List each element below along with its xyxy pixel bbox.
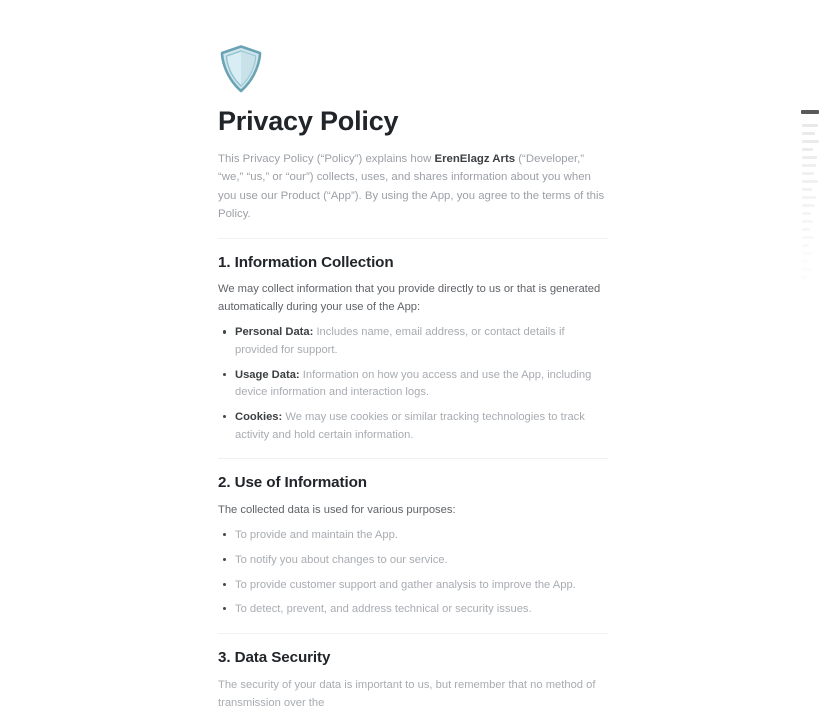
list-item: To provide and maintain the App. [218, 527, 608, 545]
section-information-collection [218, 239, 608, 445]
section-heading: 2. Use of Information [218, 474, 367, 492]
bullet-list [218, 527, 608, 619]
list-item: To notify you about changes to our service. [218, 552, 608, 570]
list-item [218, 409, 608, 444]
shield-icon [218, 44, 264, 94]
scrollbar-thumb[interactable] [801, 110, 819, 114]
minimap-scrollbar[interactable] [798, 0, 828, 517]
section-lead: The security of your data is important to us, but remember that no method of transmission over the [218, 678, 596, 709]
minimap-line [802, 276, 807, 279]
company-name: ErenElagz Arts [434, 152, 516, 165]
list-item-term: Cookies: [235, 411, 283, 424]
minimap-line [802, 252, 812, 255]
document-content [218, 0, 608, 709]
minimap-line [802, 164, 816, 167]
section-lead: We may collect information that you provide directly to us or that is generated automatically during your use of the App: [218, 283, 601, 314]
minimap-line [802, 204, 815, 207]
bullet-list [218, 324, 608, 444]
minimap-line [802, 188, 812, 191]
minimap-line [802, 212, 811, 215]
section-use-of-information [218, 459, 608, 618]
section-lead: The collected data is used for various purposes: [218, 504, 456, 517]
section-heading: 3. Data Security [218, 648, 331, 666]
section-data-security [218, 634, 608, 712]
minimap-line [802, 148, 813, 151]
minimap-line [802, 196, 816, 199]
minimap-line [802, 132, 815, 135]
list-item: To provide customer support and gather analysis to improve the App. [218, 577, 608, 595]
minimap-line [802, 140, 819, 143]
list-item-term: Usage Data: [235, 368, 300, 381]
list-item [218, 324, 608, 359]
list-item-text: Information on how you access and use the App, including device information and interaction logs. [235, 368, 592, 399]
list-item-text: Includes name, email address, or contact details if provided for support. [235, 326, 565, 357]
minimap-line [802, 236, 814, 239]
page-title: Privacy Policy [218, 106, 399, 136]
minimap-line [802, 180, 818, 183]
list-item-term: Personal Data: [235, 326, 314, 339]
minimap-line [802, 220, 813, 223]
minimap-line [802, 228, 810, 231]
list-item: To detect, prevent, and address technical or security issues. [218, 601, 608, 619]
intro-text-before: This Privacy Policy (“Policy”) explains how [218, 152, 435, 165]
minimap-line [802, 260, 808, 263]
list-item [218, 367, 608, 402]
minimap-line [802, 156, 817, 159]
intro-text-after: (“Developer,” “we,” “us,” or “our”) collects, uses, and shares information about you when you use our Product (“App”). By using the App, you agree to the terms of this Policy. [218, 152, 605, 221]
minimap-line [802, 244, 809, 247]
minimap-line [802, 172, 814, 175]
minimap-line-preview [802, 124, 826, 284]
intro-paragraph [218, 150, 608, 224]
minimap-line [802, 268, 811, 271]
list-item-text: We may use cookies or similar tracking technologies to track activity and hold certain information. [235, 411, 585, 441]
section-heading: 1. Information Collection [218, 253, 394, 271]
minimap-line [802, 124, 818, 127]
